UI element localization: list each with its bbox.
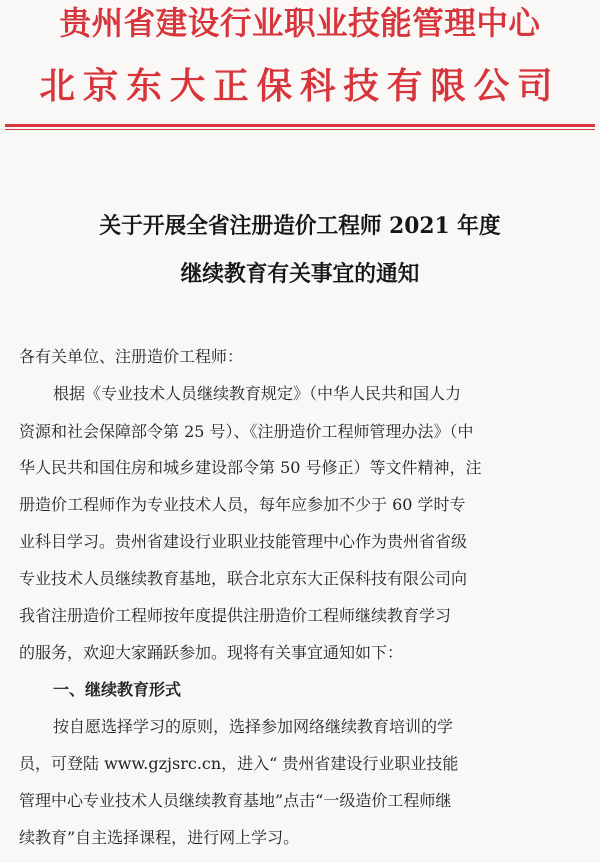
paragraph-1-line: 资源和社会保障部令第 25 号）、《注册造价工程师管理办法》（中 (19, 422, 474, 441)
paragraph-1-line: 业科目学习。贵州省建设行业职业技能管理中心作为贵州省省级 (19, 532, 468, 551)
paragraph-1-line: 的服务，欢迎大家踊跃参加。现将有关事宜通知如下： (19, 643, 404, 662)
paragraph-1-line: 华人民共和国住房和城乡建设部令第 50 号修正）等文件精神，注 (19, 458, 482, 477)
paragraph-2-line: 按自愿选择学习的原则，选择参加网络继续教育培训的学 (53, 717, 454, 736)
paragraph-1-line: 册造价工程师作为专业技术人员，每年应参加不少于 60 学时专 (19, 495, 466, 514)
letterhead-org-2: 北京东大正保科技有限公司 (39, 66, 561, 107)
letterhead-org-1: 贵州省建设行业职业技能管理中心 (59, 4, 541, 42)
paragraph-1-line: 专业技术人员继续教育基地，联合北京东大正保科技有限公司向 (19, 569, 468, 588)
paragraph-2-line: 续教育”自主选择课程，进行网上学习。 (19, 828, 300, 847)
letterhead-rule-thick (5, 124, 595, 127)
paragraph-1-line: 我省注册造价工程师按年度提供注册造价工程师继续教育学习 (19, 606, 452, 625)
paragraph-2-line: 管理中心专业技术人员继续教育基地”点击“一级造价工程师继 (19, 791, 452, 810)
salutation: 各有关单位、注册造价工程师： (19, 347, 244, 366)
section-heading: 一、继续教育形式 (53, 680, 182, 699)
document-title-line-2: 继续教育有关事宜的通知 (180, 261, 420, 287)
letterhead-rule-thin (5, 129, 595, 130)
paragraph-2-line: 员，可登陆 www.gzjsrc.cn，进入“ 贵州省建设行业职业技能 (19, 754, 459, 773)
document-title-line-1: 关于开展全省注册造价工程师 2021 年度 (99, 213, 501, 239)
paragraph-1-line: 根据《专业技术人员继续教育规定》（中华人民共和国人力 (53, 384, 462, 403)
